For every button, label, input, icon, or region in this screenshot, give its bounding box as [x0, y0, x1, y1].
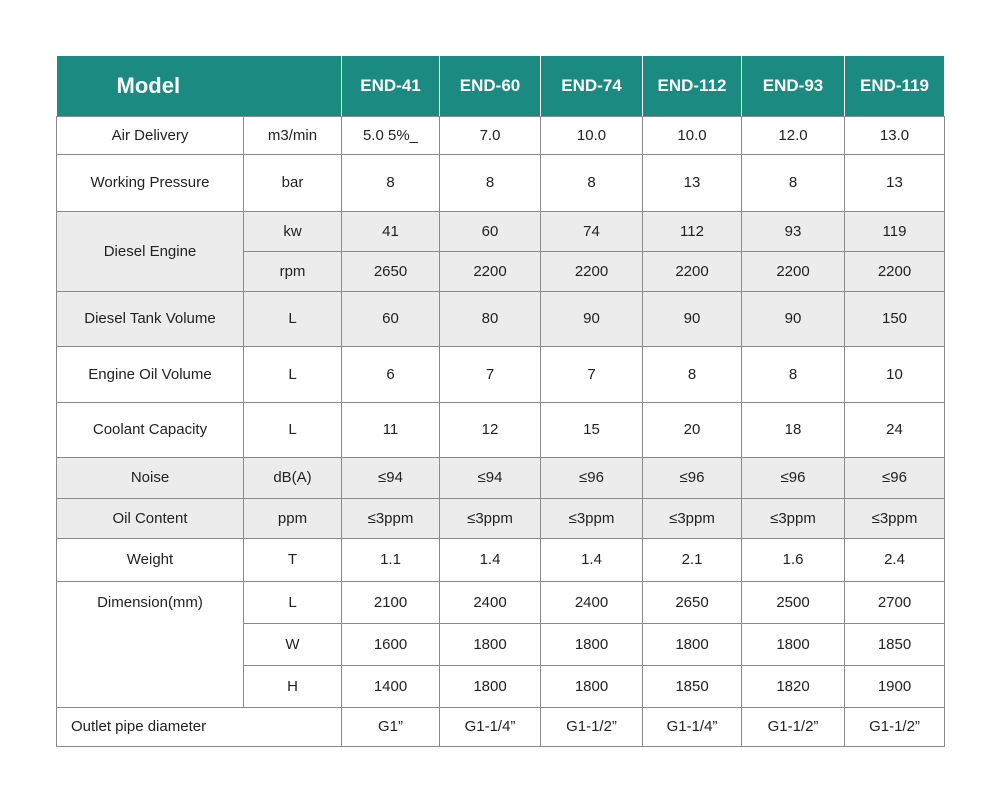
value-cell: G1” — [342, 707, 440, 746]
unit-cell: rpm — [244, 251, 342, 291]
value-cell: 13 — [643, 154, 742, 211]
unit-cell: L — [244, 402, 342, 457]
value-cell: 2200 — [643, 251, 742, 291]
value-cell: 18 — [742, 402, 845, 457]
value-cell: 90 — [643, 291, 742, 346]
value-cell: 10.0 — [541, 116, 643, 154]
row-label: Dimension(mm) — [57, 581, 244, 707]
value-cell: 2650 — [342, 251, 440, 291]
value-cell: 1.4 — [541, 538, 643, 581]
value-cell: 7 — [440, 346, 541, 402]
header-row — [57, 56, 945, 116]
value-cell: 150 — [845, 291, 945, 346]
spec-table-container — [56, 56, 944, 746]
value-cell: 7 — [541, 346, 643, 402]
diesel-engine-kw-row — [57, 211, 945, 251]
value-cell: ≤3ppm — [742, 498, 845, 538]
value-cell: 8 — [440, 154, 541, 211]
value-cell: 1.6 — [742, 538, 845, 581]
value-cell: 7.0 — [440, 116, 541, 154]
value-cell: 2.4 — [845, 538, 945, 581]
unit-cell: L — [244, 291, 342, 346]
outlet-pipe-row — [57, 707, 945, 746]
unit-cell: H — [244, 665, 342, 707]
value-cell: 112 — [643, 211, 742, 251]
row-label: Engine Oil Volume — [57, 346, 244, 402]
row-label: Working Pressure — [57, 154, 244, 211]
value-cell: 15 — [541, 402, 643, 457]
value-cell: 8 — [742, 346, 845, 402]
unit-cell: m3/min — [244, 116, 342, 154]
value-cell: 80 — [440, 291, 541, 346]
value-cell: 1850 — [845, 623, 945, 665]
model-col-header: END-74 — [541, 56, 643, 116]
value-cell: 60 — [342, 291, 440, 346]
row-label: Oil Content — [57, 498, 244, 538]
unit-cell: dB(A) — [244, 457, 342, 498]
value-cell: G1-1/2” — [742, 707, 845, 746]
value-cell: ≤3ppm — [440, 498, 541, 538]
value-cell: ≤96 — [643, 457, 742, 498]
value-cell: ≤3ppm — [541, 498, 643, 538]
value-cell: 8 — [342, 154, 440, 211]
row-label: Outlet pipe diameter — [57, 707, 342, 746]
value-cell: 2400 — [541, 581, 643, 623]
working-pressure-row — [57, 154, 945, 211]
value-cell: 1900 — [845, 665, 945, 707]
value-cell: 1850 — [643, 665, 742, 707]
value-cell: 12.0 — [742, 116, 845, 154]
unit-cell: L — [244, 346, 342, 402]
weight-row — [57, 538, 945, 581]
unit-cell: ppm — [244, 498, 342, 538]
model-col-header: END-112 — [643, 56, 742, 116]
value-cell: 1800 — [742, 623, 845, 665]
dimension-length-row — [57, 581, 945, 623]
oil-content-row — [57, 498, 945, 538]
value-cell: 2500 — [742, 581, 845, 623]
value-cell: 13 — [845, 154, 945, 211]
value-cell: ≤3ppm — [342, 498, 440, 538]
value-cell: 8 — [541, 154, 643, 211]
value-cell: 119 — [845, 211, 945, 251]
value-cell: 8 — [742, 154, 845, 211]
value-cell: 41 — [342, 211, 440, 251]
value-cell: 90 — [541, 291, 643, 346]
value-cell: 2100 — [342, 581, 440, 623]
unit-cell: kw — [244, 211, 342, 251]
air-delivery-row — [57, 116, 945, 154]
row-label: Diesel Engine — [57, 211, 244, 291]
value-cell: ≤3ppm — [845, 498, 945, 538]
model-col-header: END-119 — [845, 56, 945, 116]
value-cell: ≤96 — [742, 457, 845, 498]
row-label: Weight — [57, 538, 244, 581]
unit-cell: bar — [244, 154, 342, 211]
value-cell: 13.0 — [845, 116, 945, 154]
engine-oil-row — [57, 346, 945, 402]
value-cell: 2200 — [541, 251, 643, 291]
value-cell: 1820 — [742, 665, 845, 707]
value-cell: G1-1/4” — [643, 707, 742, 746]
value-cell: ≤96 — [845, 457, 945, 498]
value-cell: 6 — [342, 346, 440, 402]
value-cell: 11 — [342, 402, 440, 457]
value-cell: 5.0 5%_ — [342, 116, 440, 154]
noise-row — [57, 457, 945, 498]
unit-cell: L — [244, 581, 342, 623]
value-cell: 2200 — [845, 251, 945, 291]
value-cell: 10 — [845, 346, 945, 402]
row-label: Coolant Capacity — [57, 402, 244, 457]
value-cell: 2400 — [440, 581, 541, 623]
value-cell: 1400 — [342, 665, 440, 707]
spec-table — [56, 56, 945, 747]
value-cell: 2.1 — [643, 538, 742, 581]
value-cell: 12 — [440, 402, 541, 457]
value-cell: 24 — [845, 402, 945, 457]
value-cell: 93 — [742, 211, 845, 251]
value-cell: G1-1/4” — [440, 707, 541, 746]
value-cell: 1800 — [541, 623, 643, 665]
row-label: Noise — [57, 457, 244, 498]
value-cell: ≤96 — [541, 457, 643, 498]
model-col-header: END-41 — [342, 56, 440, 116]
model-col-header: END-60 — [440, 56, 541, 116]
value-cell: 8 — [643, 346, 742, 402]
row-label: Diesel Tank Volume — [57, 291, 244, 346]
value-cell: 1.1 — [342, 538, 440, 581]
value-cell: 2650 — [643, 581, 742, 623]
model-header: Model — [57, 56, 342, 116]
value-cell: 2700 — [845, 581, 945, 623]
value-cell: 60 — [440, 211, 541, 251]
value-cell: 90 — [742, 291, 845, 346]
value-cell: 1.4 — [440, 538, 541, 581]
value-cell: 2200 — [440, 251, 541, 291]
unit-cell: W — [244, 623, 342, 665]
model-col-header: END-93 — [742, 56, 845, 116]
coolant-row — [57, 402, 945, 457]
value-cell: ≤3ppm — [643, 498, 742, 538]
value-cell: 74 — [541, 211, 643, 251]
value-cell: G1-1/2” — [845, 707, 945, 746]
value-cell: 20 — [643, 402, 742, 457]
value-cell: 10.0 — [643, 116, 742, 154]
value-cell: ≤94 — [342, 457, 440, 498]
value-cell: 1600 — [342, 623, 440, 665]
value-cell: 1800 — [643, 623, 742, 665]
value-cell: 1800 — [440, 665, 541, 707]
row-label: Air Delivery — [57, 116, 244, 154]
value-cell: ≤94 — [440, 457, 541, 498]
diesel-tank-row — [57, 291, 945, 346]
value-cell: 2200 — [742, 251, 845, 291]
value-cell: G1-1/2” — [541, 707, 643, 746]
value-cell: 1800 — [541, 665, 643, 707]
value-cell: 1800 — [440, 623, 541, 665]
unit-cell: T — [244, 538, 342, 581]
